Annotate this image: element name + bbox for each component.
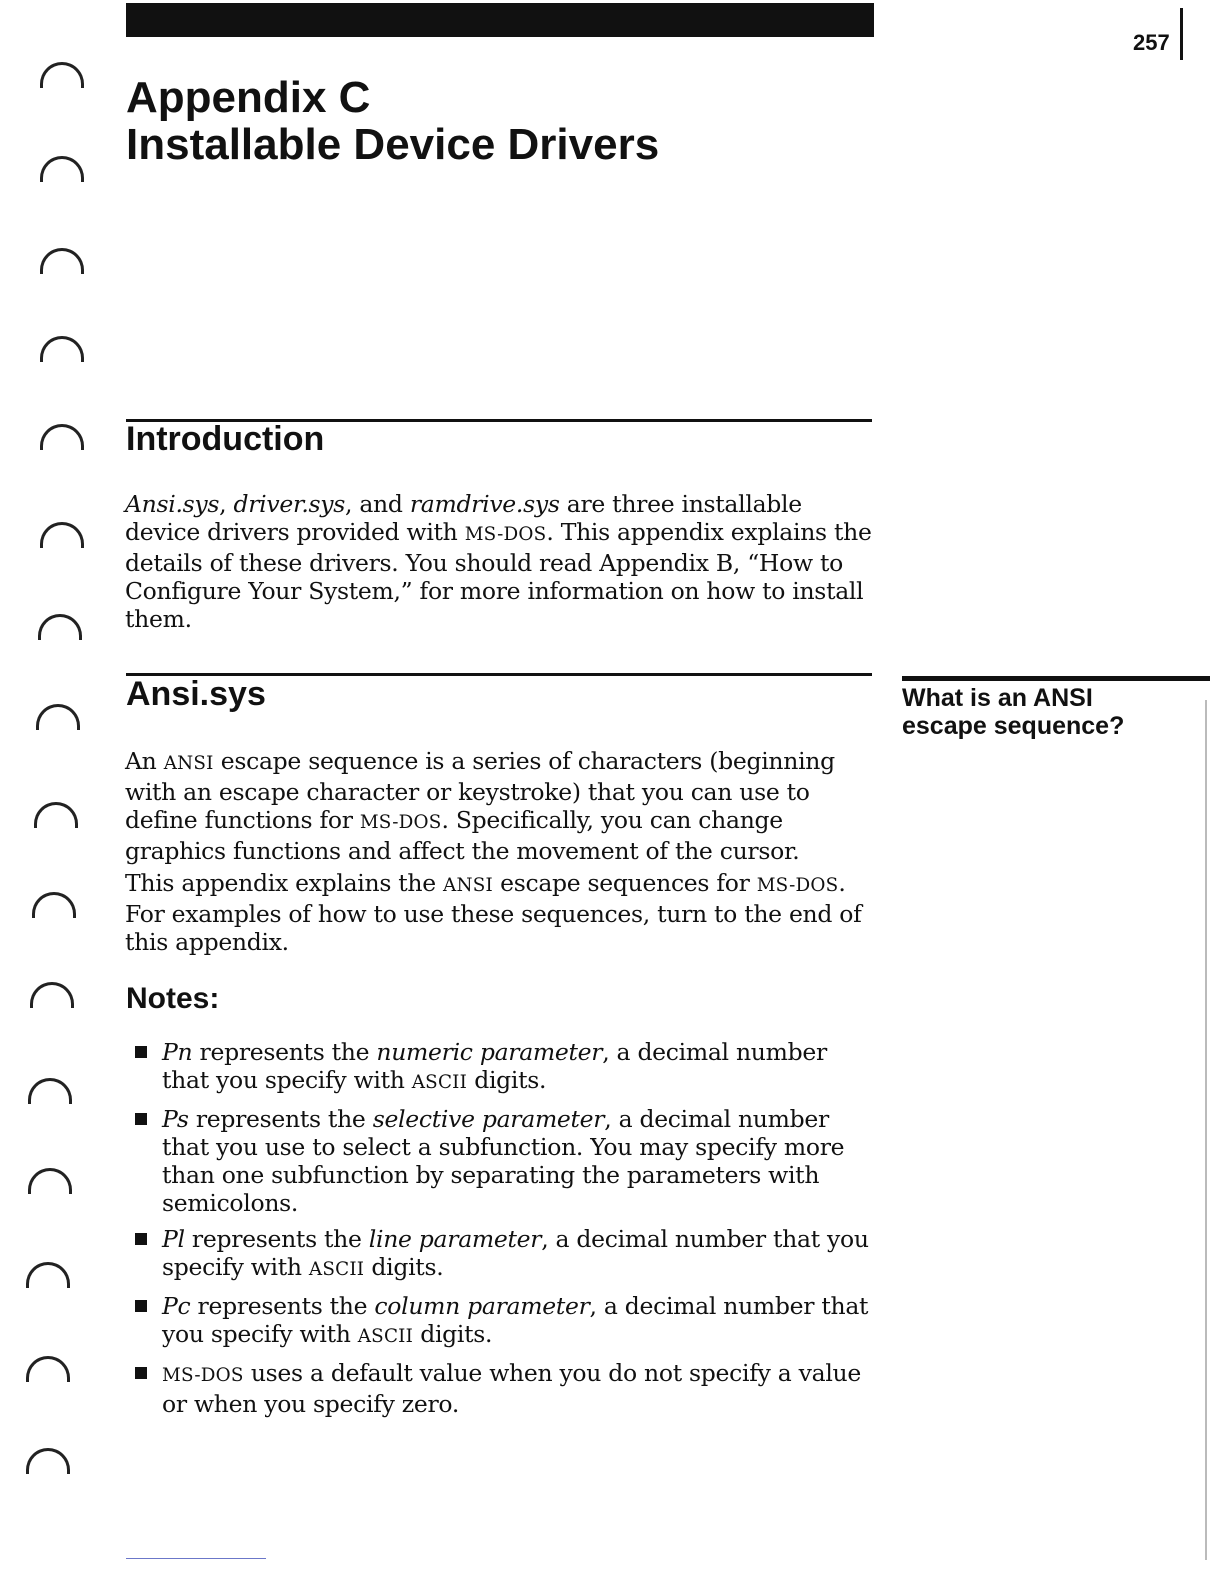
chapter-title — [126, 74, 659, 168]
page-edge-line — [1205, 700, 1207, 1560]
introduction-heading: Introduction — [126, 420, 325, 458]
binder-hole — [40, 424, 84, 450]
binder-hole — [32, 892, 76, 918]
binder-hole — [40, 336, 84, 362]
bullet — [135, 1233, 147, 1245]
file-name: driver.sys — [233, 490, 345, 518]
list-item: Pn represents the numeric parameter, a decimal number that you specify with ASCII digits. — [134, 1038, 880, 1097]
notes-heading: Notes: — [126, 982, 220, 1015]
binder-hole — [40, 248, 84, 274]
ansi-sys-heading: Ansi.sys — [126, 675, 266, 713]
binder-holes — [0, 0, 110, 1584]
chapter-number: Appendix C — [126, 73, 371, 122]
binder-hole — [40, 156, 84, 182]
footer-rule — [126, 1558, 266, 1559]
notes-list — [134, 1038, 880, 1426]
bullet — [135, 1367, 147, 1379]
binder-hole — [26, 1262, 70, 1288]
margin-note: What is an ANSI escape sequence? — [902, 684, 1125, 740]
list-item: Ps represents the selective parameter, a decimal number that you use to select a subfunction. You may specify more than one subfunction by separating the parameters with semicolons. — [134, 1105, 880, 1217]
chapter-name: Installable Device Drivers — [126, 120, 660, 169]
binder-hole — [40, 522, 84, 548]
bullet — [135, 1046, 147, 1058]
binder-hole — [28, 1168, 72, 1194]
binder-hole — [36, 704, 80, 730]
page-number: 257 — [1133, 30, 1170, 55]
binder-hole — [30, 982, 74, 1008]
ansi-paragraph-2: This appendix explains the ANSI escape sequences for MS-DOS. For examples of how to use these sequences, turn to the end of this appendix. — [125, 869, 862, 956]
list-item: Pc represents the column parameter, a decimal number that you specify with ASCII digits. — [134, 1292, 880, 1351]
header-bar — [126, 3, 874, 37]
list-item: Pl represents the line parameter, a decimal number that you specify with ASCII digits. — [134, 1225, 880, 1284]
binder-hole — [38, 614, 82, 640]
file-name: ramdrive.sys — [409, 490, 560, 518]
bullet — [135, 1113, 147, 1125]
binder-hole — [28, 1078, 72, 1104]
binder-hole — [40, 62, 84, 88]
binder-hole — [26, 1448, 70, 1474]
file-name: Ansi.sys — [125, 490, 220, 518]
binder-hole — [26, 1356, 70, 1382]
introduction-paragraph: Ansi.sys, driver.sys, and ramdrive.sys are three installable device drivers provided with MS-DOS. This appendix explains the details of these drivers. You should read Appendix B, “How to Configure Your System,” for more information on how to install them. — [125, 490, 872, 633]
ansi-paragraph-1: An ANSI escape sequence is a series of characters (beginning with an escape character or keystroke) that you can use to define functions for MS-DOS. Specifically, you can change graphics functions and affect the movement of the cursor. — [125, 747, 835, 865]
page-edge-mark — [1180, 8, 1183, 60]
binder-hole — [34, 802, 78, 828]
bullet — [135, 1300, 147, 1312]
list-item: MS-DOS uses a default value when you do not specify a value or when you specify zero. — [134, 1359, 880, 1418]
margin-note-rule — [902, 676, 1210, 681]
